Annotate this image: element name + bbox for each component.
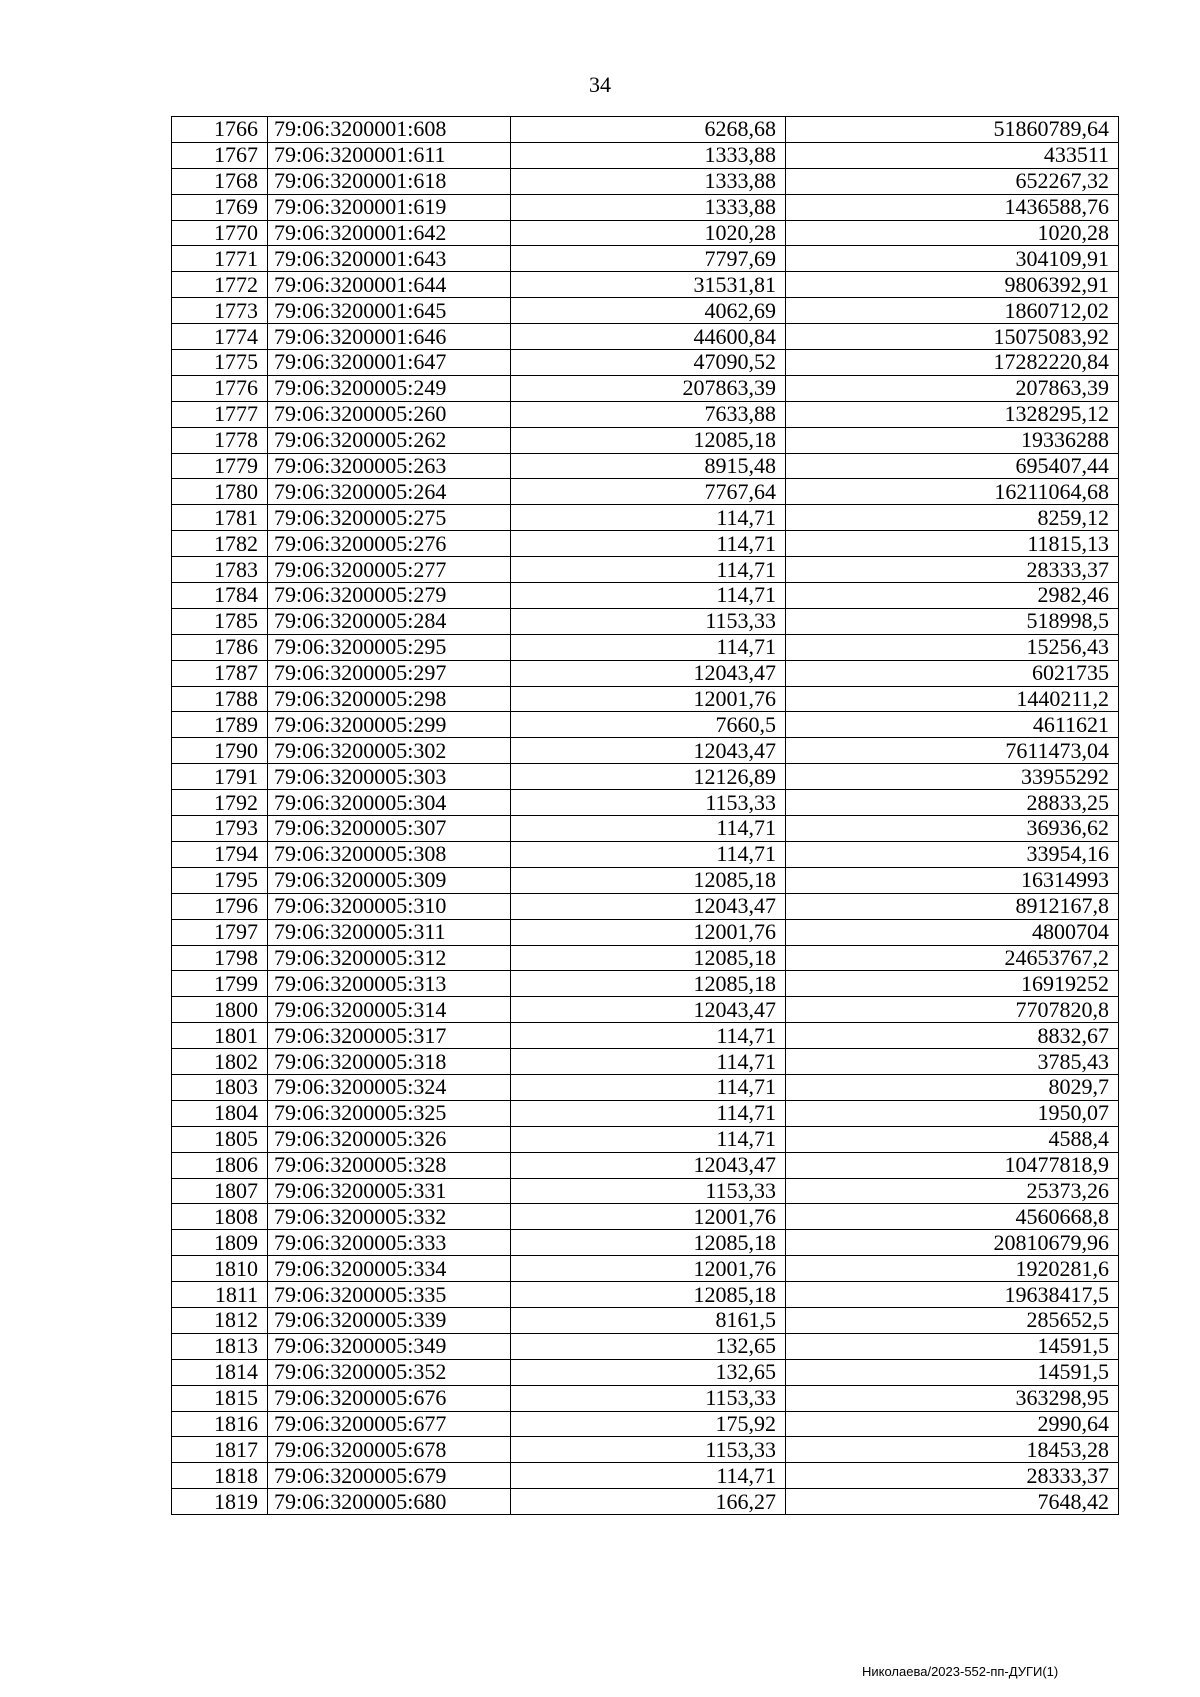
row-number-cell: 1790 [172, 738, 268, 764]
row-number-cell: 1774 [172, 324, 268, 350]
row-number-cell: 1799 [172, 971, 268, 997]
area-cell: 1153,33 [511, 1178, 786, 1204]
row-number-cell: 1808 [172, 1204, 268, 1230]
area-cell: 8915,48 [511, 453, 786, 479]
area-cell: 12126,89 [511, 764, 786, 790]
row-number-cell: 1783 [172, 557, 268, 583]
cadastral-number-cell: 79:06:3200005:275 [268, 505, 511, 531]
area-cell: 47090,52 [511, 350, 786, 376]
value-cell: 2982,46 [786, 583, 1119, 609]
table-row [172, 375, 1119, 401]
area-cell: 114,71 [511, 1023, 786, 1049]
area-cell: 1333,88 [511, 168, 786, 194]
table-row [172, 142, 1119, 168]
table-row [172, 583, 1119, 609]
area-cell: 12085,18 [511, 867, 786, 893]
table-row [172, 427, 1119, 453]
value-cell: 304109,91 [786, 246, 1119, 272]
table-row [172, 764, 1119, 790]
row-number-cell: 1786 [172, 634, 268, 660]
value-cell: 1920281,6 [786, 1256, 1119, 1282]
table-row [172, 1049, 1119, 1075]
area-cell: 114,71 [511, 1049, 786, 1075]
row-number-cell: 1794 [172, 841, 268, 867]
cadastral-number-cell: 79:06:3200005:284 [268, 608, 511, 634]
row-number-cell: 1806 [172, 1152, 268, 1178]
value-cell: 7707820,8 [786, 997, 1119, 1023]
value-cell: 363298,95 [786, 1385, 1119, 1411]
cadastral-number-cell: 79:06:3200001:608 [268, 117, 511, 143]
area-cell: 12085,18 [511, 945, 786, 971]
table-row [172, 1256, 1119, 1282]
cadastral-number-cell: 79:06:3200005:249 [268, 375, 511, 401]
cadastral-number-cell: 79:06:3200005:311 [268, 919, 511, 945]
value-cell: 16314993 [786, 867, 1119, 893]
table-row [172, 841, 1119, 867]
cadastral-number-cell: 79:06:3200005:263 [268, 453, 511, 479]
cadastral-number-cell: 79:06:3200005:279 [268, 583, 511, 609]
value-cell: 4611621 [786, 712, 1119, 738]
row-number-cell: 1781 [172, 505, 268, 531]
cadastral-number-cell: 79:06:3200001:642 [268, 220, 511, 246]
row-number-cell: 1798 [172, 945, 268, 971]
value-cell: 14591,5 [786, 1359, 1119, 1385]
area-cell: 12085,18 [511, 427, 786, 453]
cadastral-number-cell: 79:06:3200001:611 [268, 142, 511, 168]
row-number-cell: 1819 [172, 1489, 268, 1515]
table-row [172, 1178, 1119, 1204]
table-row [172, 790, 1119, 816]
cadastral-number-cell: 79:06:3200005:317 [268, 1023, 511, 1049]
row-number-cell: 1770 [172, 220, 268, 246]
area-cell: 4062,69 [511, 298, 786, 324]
row-number-cell: 1766 [172, 117, 268, 143]
row-number-cell: 1810 [172, 1256, 268, 1282]
table-row [172, 1437, 1119, 1463]
value-cell: 19638417,5 [786, 1282, 1119, 1308]
value-cell: 33954,16 [786, 841, 1119, 867]
area-cell: 12043,47 [511, 738, 786, 764]
value-cell: 20810679,96 [786, 1230, 1119, 1256]
table-row [172, 117, 1119, 143]
value-cell: 4800704 [786, 919, 1119, 945]
table-row [172, 634, 1119, 660]
table-row [172, 1100, 1119, 1126]
cadastral-number-cell: 79:06:3200005:303 [268, 764, 511, 790]
row-number-cell: 1784 [172, 583, 268, 609]
area-cell: 31531,81 [511, 272, 786, 298]
value-cell: 4560668,8 [786, 1204, 1119, 1230]
row-number-cell: 1787 [172, 660, 268, 686]
cadastral-number-cell: 79:06:3200005:335 [268, 1282, 511, 1308]
value-cell: 10477818,9 [786, 1152, 1119, 1178]
value-cell: 6021735 [786, 660, 1119, 686]
cadastral-number-cell: 79:06:3200005:304 [268, 790, 511, 816]
table-row [172, 893, 1119, 919]
cadastral-number-cell: 79:06:3200005:312 [268, 945, 511, 971]
area-cell: 8161,5 [511, 1307, 786, 1333]
cadastral-number-cell: 79:06:3200001:646 [268, 324, 511, 350]
area-cell: 132,65 [511, 1333, 786, 1359]
cadastral-number-cell: 79:06:3200005:313 [268, 971, 511, 997]
area-cell: 114,71 [511, 634, 786, 660]
cadastral-number-cell: 79:06:3200005:297 [268, 660, 511, 686]
value-cell: 24653767,2 [786, 945, 1119, 971]
value-cell: 652267,32 [786, 168, 1119, 194]
area-cell: 12043,47 [511, 1152, 786, 1178]
area-cell: 114,71 [511, 1074, 786, 1100]
table-row [172, 1152, 1119, 1178]
area-cell: 132,65 [511, 1359, 786, 1385]
value-cell: 33955292 [786, 764, 1119, 790]
cadastral-number-cell: 79:06:3200005:677 [268, 1411, 511, 1437]
cadastral-number-cell: 79:06:3200001:618 [268, 168, 511, 194]
document-reference: Николаева/2023-552-пп-ДУГИ(1) [862, 1664, 1059, 1679]
row-number-cell: 1813 [172, 1333, 268, 1359]
value-cell: 51860789,64 [786, 117, 1119, 143]
table-row [172, 531, 1119, 557]
table-row [172, 272, 1119, 298]
area-cell: 114,71 [511, 1126, 786, 1152]
cadastral-number-cell: 79:06:3200005:299 [268, 712, 511, 738]
cadastral-number-cell: 79:06:3200005:328 [268, 1152, 511, 1178]
value-cell: 8259,12 [786, 505, 1119, 531]
cadastral-number-cell: 79:06:3200005:310 [268, 893, 511, 919]
table-row [172, 350, 1119, 376]
table-row [172, 608, 1119, 634]
cadastral-number-cell: 79:06:3200005:307 [268, 816, 511, 842]
row-number-cell: 1778 [172, 427, 268, 453]
row-number-cell: 1785 [172, 608, 268, 634]
table-row [172, 246, 1119, 272]
row-number-cell: 1767 [172, 142, 268, 168]
cadastral-number-cell: 79:06:3200005:308 [268, 841, 511, 867]
area-cell: 1333,88 [511, 142, 786, 168]
value-cell: 8832,67 [786, 1023, 1119, 1049]
area-cell: 166,27 [511, 1489, 786, 1515]
row-number-cell: 1775 [172, 350, 268, 376]
value-cell: 1440211,2 [786, 686, 1119, 712]
area-cell: 12001,76 [511, 1256, 786, 1282]
row-number-cell: 1795 [172, 867, 268, 893]
value-cell: 28333,37 [786, 1463, 1119, 1489]
cadastral-number-cell: 79:06:3200005:339 [268, 1307, 511, 1333]
value-cell: 15256,43 [786, 634, 1119, 660]
value-cell: 695407,44 [786, 453, 1119, 479]
value-cell: 15075083,92 [786, 324, 1119, 350]
row-number-cell: 1772 [172, 272, 268, 298]
table-row [172, 453, 1119, 479]
cadastral-number-cell: 79:06:3200005:325 [268, 1100, 511, 1126]
table-row [172, 1282, 1119, 1308]
area-cell: 1333,88 [511, 194, 786, 220]
cadastral-number-cell: 79:06:3200001:644 [268, 272, 511, 298]
area-cell: 1153,33 [511, 608, 786, 634]
area-cell: 6268,68 [511, 117, 786, 143]
row-number-cell: 1802 [172, 1049, 268, 1075]
table-row [172, 1359, 1119, 1385]
area-cell: 1020,28 [511, 220, 786, 246]
value-cell: 518998,5 [786, 608, 1119, 634]
row-number-cell: 1788 [172, 686, 268, 712]
area-cell: 207863,39 [511, 375, 786, 401]
value-cell: 36936,62 [786, 816, 1119, 842]
value-cell: 1328295,12 [786, 401, 1119, 427]
table-row [172, 686, 1119, 712]
row-number-cell: 1814 [172, 1359, 268, 1385]
area-cell: 175,92 [511, 1411, 786, 1437]
table-row [172, 220, 1119, 246]
value-cell: 28333,37 [786, 557, 1119, 583]
cadastral-number-cell: 79:06:3200005:260 [268, 401, 511, 427]
table-row [172, 738, 1119, 764]
table-row [172, 945, 1119, 971]
cadastral-number-cell: 79:06:3200005:264 [268, 479, 511, 505]
area-cell: 114,71 [511, 583, 786, 609]
row-number-cell: 1805 [172, 1126, 268, 1152]
row-number-cell: 1769 [172, 194, 268, 220]
cadastral-number-cell: 79:06:3200005:277 [268, 557, 511, 583]
table-body [172, 117, 1119, 1515]
area-cell: 12043,47 [511, 893, 786, 919]
table-row [172, 479, 1119, 505]
cadastral-number-cell: 79:06:3200005:333 [268, 1230, 511, 1256]
area-cell: 12001,76 [511, 686, 786, 712]
area-cell: 1153,33 [511, 790, 786, 816]
value-cell: 1950,07 [786, 1100, 1119, 1126]
row-number-cell: 1812 [172, 1307, 268, 1333]
area-cell: 44600,84 [511, 324, 786, 350]
cadastral-number-cell: 79:06:3200005:676 [268, 1385, 511, 1411]
value-cell: 1436588,76 [786, 194, 1119, 220]
row-number-cell: 1811 [172, 1282, 268, 1308]
table-row [172, 1307, 1119, 1333]
area-cell: 1153,33 [511, 1437, 786, 1463]
row-number-cell: 1800 [172, 997, 268, 1023]
table-row [172, 971, 1119, 997]
cadastral-number-cell: 79:06:3200005:326 [268, 1126, 511, 1152]
row-number-cell: 1796 [172, 893, 268, 919]
value-cell: 207863,39 [786, 375, 1119, 401]
value-cell: 2990,64 [786, 1411, 1119, 1437]
value-cell: 11815,13 [786, 531, 1119, 557]
table-row [172, 194, 1119, 220]
table-row [172, 660, 1119, 686]
row-number-cell: 1817 [172, 1437, 268, 1463]
area-cell: 114,71 [511, 531, 786, 557]
value-cell: 7611473,04 [786, 738, 1119, 764]
cadastral-number-cell: 79:06:3200005:302 [268, 738, 511, 764]
value-cell: 1020,28 [786, 220, 1119, 246]
row-number-cell: 1789 [172, 712, 268, 738]
value-cell: 17282220,84 [786, 350, 1119, 376]
cadastral-number-cell: 79:06:3200005:314 [268, 997, 511, 1023]
cadastral-number-cell: 79:06:3200005:331 [268, 1178, 511, 1204]
value-cell: 16211064,68 [786, 479, 1119, 505]
row-number-cell: 1771 [172, 246, 268, 272]
row-number-cell: 1797 [172, 919, 268, 945]
table-row [172, 1204, 1119, 1230]
value-cell: 7648,42 [786, 1489, 1119, 1515]
row-number-cell: 1792 [172, 790, 268, 816]
area-cell: 1153,33 [511, 1385, 786, 1411]
table-row [172, 1023, 1119, 1049]
row-number-cell: 1793 [172, 816, 268, 842]
area-cell: 7660,5 [511, 712, 786, 738]
cadastral-number-cell: 79:06:3200005:324 [268, 1074, 511, 1100]
area-cell: 12043,47 [511, 997, 786, 1023]
value-cell: 4588,4 [786, 1126, 1119, 1152]
table-row [172, 168, 1119, 194]
row-number-cell: 1816 [172, 1411, 268, 1437]
row-number-cell: 1804 [172, 1100, 268, 1126]
row-number-cell: 1777 [172, 401, 268, 427]
cadastral-number-cell: 79:06:3200005:352 [268, 1359, 511, 1385]
table-row [172, 1230, 1119, 1256]
cadastral-number-cell: 79:06:3200005:298 [268, 686, 511, 712]
cadastral-number-cell: 79:06:3200001:647 [268, 350, 511, 376]
row-number-cell: 1773 [172, 298, 268, 324]
row-number-cell: 1782 [172, 531, 268, 557]
cadastral-number-cell: 79:06:3200001:645 [268, 298, 511, 324]
cadastral-number-cell: 79:06:3200005:334 [268, 1256, 511, 1282]
value-cell: 8029,7 [786, 1074, 1119, 1100]
area-cell: 114,71 [511, 1463, 786, 1489]
row-number-cell: 1809 [172, 1230, 268, 1256]
value-cell: 1860712,02 [786, 298, 1119, 324]
area-cell: 12043,47 [511, 660, 786, 686]
row-number-cell: 1807 [172, 1178, 268, 1204]
table-row [172, 324, 1119, 350]
table-row [172, 1126, 1119, 1152]
area-cell: 12085,18 [511, 1230, 786, 1256]
area-cell: 114,71 [511, 1100, 786, 1126]
area-cell: 12085,18 [511, 1282, 786, 1308]
cadastral-number-cell: 79:06:3200005:349 [268, 1333, 511, 1359]
area-cell: 7767,64 [511, 479, 786, 505]
cadastral-number-cell: 79:06:3200005:680 [268, 1489, 511, 1515]
area-cell: 114,71 [511, 557, 786, 583]
cadastral-number-cell: 79:06:3200005:295 [268, 634, 511, 660]
table-row [172, 1333, 1119, 1359]
table-row [172, 1463, 1119, 1489]
value-cell: 8912167,8 [786, 893, 1119, 919]
row-number-cell: 1818 [172, 1463, 268, 1489]
row-number-cell: 1801 [172, 1023, 268, 1049]
value-cell: 9806392,91 [786, 272, 1119, 298]
area-cell: 7797,69 [511, 246, 786, 272]
value-cell: 18453,28 [786, 1437, 1119, 1463]
cadastral-number-cell: 79:06:3200005:309 [268, 867, 511, 893]
cadastral-number-cell: 79:06:3200005:332 [268, 1204, 511, 1230]
value-cell: 25373,26 [786, 1178, 1119, 1204]
area-cell: 114,71 [511, 816, 786, 842]
table-row [172, 505, 1119, 531]
row-number-cell: 1815 [172, 1385, 268, 1411]
table-row [172, 401, 1119, 427]
cadastral-number-cell: 79:06:3200001:643 [268, 246, 511, 272]
area-cell: 12001,76 [511, 919, 786, 945]
area-cell: 114,71 [511, 505, 786, 531]
area-cell: 7633,88 [511, 401, 786, 427]
row-number-cell: 1768 [172, 168, 268, 194]
table-row [172, 816, 1119, 842]
table-row [172, 712, 1119, 738]
table-row [172, 1074, 1119, 1100]
cadastral-number-cell: 79:06:3200005:262 [268, 427, 511, 453]
value-cell: 285652,5 [786, 1307, 1119, 1333]
table-row [172, 557, 1119, 583]
value-cell: 28833,25 [786, 790, 1119, 816]
cadastral-number-cell: 79:06:3200005:679 [268, 1463, 511, 1489]
table-row [172, 867, 1119, 893]
cadastral-number-cell: 79:06:3200005:276 [268, 531, 511, 557]
area-cell: 12001,76 [511, 1204, 786, 1230]
value-cell: 3785,43 [786, 1049, 1119, 1075]
row-number-cell: 1780 [172, 479, 268, 505]
table-row [172, 919, 1119, 945]
value-cell: 16919252 [786, 971, 1119, 997]
cadastral-number-cell: 79:06:3200005:318 [268, 1049, 511, 1075]
row-number-cell: 1779 [172, 453, 268, 479]
table-row [172, 997, 1119, 1023]
area-cell: 12085,18 [511, 971, 786, 997]
table-row [172, 1385, 1119, 1411]
table-row [172, 298, 1119, 324]
value-cell: 433511 [786, 142, 1119, 168]
table-row [172, 1489, 1119, 1515]
area-cell: 114,71 [511, 841, 786, 867]
value-cell: 14591,5 [786, 1333, 1119, 1359]
row-number-cell: 1803 [172, 1074, 268, 1100]
cadastral-table [171, 116, 1119, 1515]
page-number: 34 [589, 72, 611, 97]
row-number-cell: 1776 [172, 375, 268, 401]
value-cell: 19336288 [786, 427, 1119, 453]
cadastral-number-cell: 79:06:3200005:678 [268, 1437, 511, 1463]
table-row [172, 1411, 1119, 1437]
row-number-cell: 1791 [172, 764, 268, 790]
cadastral-number-cell: 79:06:3200001:619 [268, 194, 511, 220]
